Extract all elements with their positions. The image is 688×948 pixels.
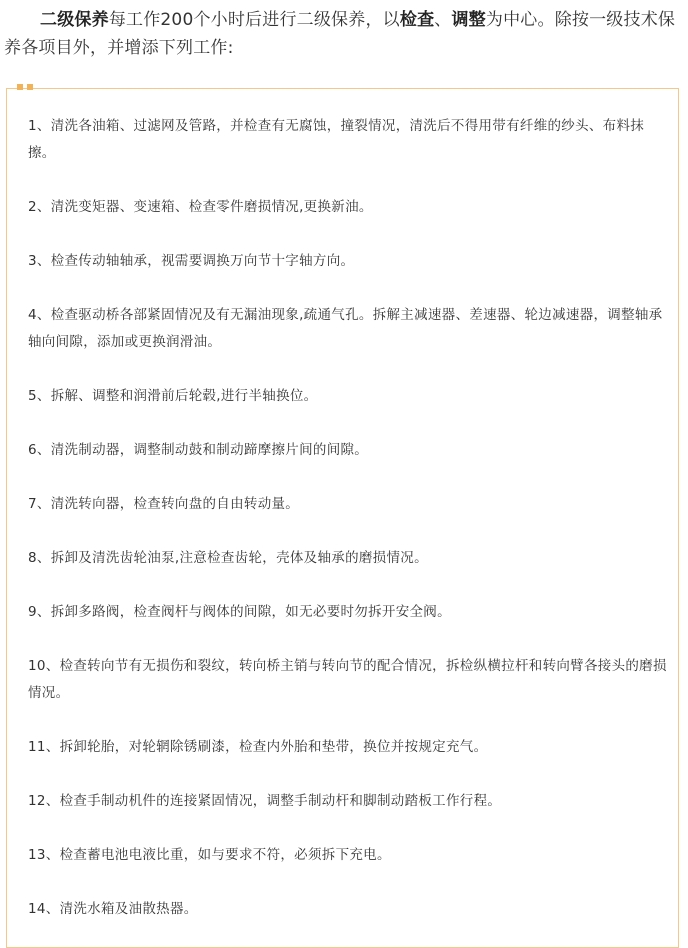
list-item: 2、清洗变矩器、变速箱、检查零件磨损情况,更换新油。 — [28, 199, 373, 215]
intro-text-a: 每工作200个小时后进行二级保养，以 — [108, 10, 400, 30]
frame-corner-decoration — [17, 84, 33, 90]
list-item: 11、拆卸轮胎，对轮辋除锈刷漆，检查内外胎和垫带，换位并按规定充气。 — [28, 739, 488, 755]
intro-bold-term: 二级保养 — [40, 10, 109, 30]
intro-paragraph — [4, 6, 686, 62]
list-item: 14、清洗水箱及油散热器。 — [28, 901, 198, 917]
list-item: 13、检查蓄电池电液比重，如与要求不符，必须拆下充电。 — [28, 847, 391, 863]
list-item: 4、检查驱动桥各部紧固情况及有无漏油现象,疏通气孔。拆解主减速器、差速器、轮边减速器，调整轴承轴向间隙，添加或更换润滑油。 — [28, 307, 663, 350]
list-item: 12、检查手制动机件的连接紧固情况，调整手制动杆和脚制动踏板工作行程。 — [28, 793, 502, 809]
maintenance-items-list — [28, 113, 668, 923]
corner-dot — [17, 84, 23, 90]
list-item: 1、清洗各油箱、过滤网及管路，并检查有无腐蚀，撞裂情况，清洗后不得用带有纤维的纱头、布料抹擦。 — [28, 118, 645, 161]
intro-text-b: 为中心。除按一级技术保养各项目外，并增添下列工作: — [4, 10, 676, 58]
list-item: 8、拆卸及清洗齿轮油泵,注意检查齿轮，壳体及轴承的磨损情况。 — [28, 550, 428, 566]
list-item: 6、清洗制动器，调整制动鼓和制动蹄摩擦片间的间隙。 — [28, 442, 369, 458]
list-item: 5、拆解、调整和润滑前后轮毂,进行半轴换位。 — [28, 388, 318, 404]
list-item: 7、清洗转向器，检查转向盘的自由转动量。 — [28, 496, 300, 512]
intro-bold-adjust: 调整 — [451, 10, 486, 30]
list-item: 3、检查传动轴轴承，视需要调换万向节十字轴方向。 — [28, 253, 355, 269]
list-item: 10、检查转向节有无损伤和裂纹，转向桥主销与转向节的配合情况，拆检纵横拉杆和转向臂各接头的磨损情况。 — [28, 658, 667, 701]
corner-dot — [27, 84, 33, 90]
intro-bold-check: 检查 — [399, 10, 435, 30]
list-item: 9、拆卸多路阀，检查阀杆与阀体的间隙，如无必要时勿拆开安全阀。 — [28, 604, 451, 620]
intro-separator: 、 — [434, 10, 452, 30]
